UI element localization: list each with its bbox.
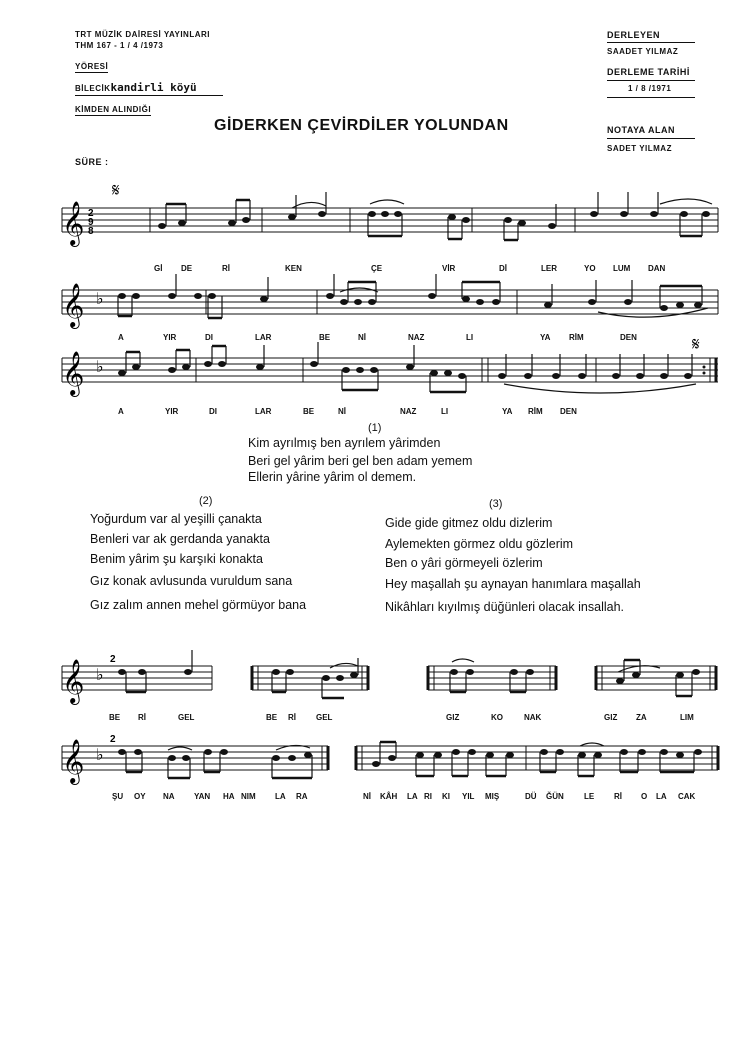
date-value: 1 / 8 /1971 (628, 84, 672, 93)
verse-3-line: Gide gide gitmez oldu dizlerim (385, 516, 553, 530)
lyric: VİR (442, 264, 456, 273)
verse-2-line: Yoğurdum var al yeşilli çanakta (90, 512, 262, 526)
verse-2-number: (2) (199, 495, 213, 507)
lyric: LE (584, 792, 595, 801)
lyric: GEL (316, 713, 333, 722)
verse-3-number: (3) (489, 498, 503, 510)
staff-4 (0, 648, 750, 708)
lyric: Nİ (363, 792, 371, 801)
lyric: Dİ (499, 264, 507, 273)
lyric: RİM (569, 333, 584, 342)
divider (75, 95, 223, 96)
lyric: NA (163, 792, 175, 801)
lyric: KÂH (380, 792, 398, 801)
treble-clef-icon: 𝄞 (62, 283, 85, 327)
catalog-number: THM 167 - 1 / 4 /1973 (75, 41, 164, 50)
lyric: DI (209, 407, 217, 416)
lyric: Nİ (358, 333, 366, 342)
lyric: RI (424, 792, 432, 801)
verse-2-line: Benleri var ak gerdanda yanakta (90, 532, 270, 546)
region-line (75, 78, 197, 96)
lyric: LA (656, 792, 667, 801)
lyric: ĞÜN (546, 792, 564, 801)
lyric: A (118, 333, 124, 342)
lyric: DI (205, 333, 213, 342)
lyric: NAZ (408, 333, 425, 342)
lyric: LIM (680, 713, 694, 722)
publisher: TRT MÜZİK DAİRESİ YAYINLARI (75, 30, 210, 39)
lyric: LAR (255, 333, 272, 342)
lyric: RA (296, 792, 308, 801)
divider (607, 138, 695, 139)
notation-label: NOTAYA ALAN (607, 125, 676, 135)
flat-icon: ♭ (96, 289, 104, 308)
verse-1-line: Ellerin yârine yârim ol demem. (248, 470, 417, 484)
lyric: LUM (613, 264, 631, 273)
lyric: YA (540, 333, 551, 342)
time-signature-mid: 9 (88, 217, 94, 228)
lyric: NIM (241, 792, 256, 801)
verse-3-line: Nikâhları kıyılmış düğünleri olacak insallah. (385, 600, 624, 614)
lyric: DEN (560, 407, 577, 416)
lyric: Rİ (138, 713, 146, 722)
verse-1-number: (1) (368, 422, 382, 434)
lyric: A (118, 407, 124, 416)
lyric: Gİ (154, 264, 163, 273)
lyric: KI (442, 792, 450, 801)
staff-2 (0, 272, 750, 332)
lyric: NAK (524, 713, 542, 722)
lyric: ÇE (371, 264, 383, 273)
notation-value: SADET YILMAZ (607, 144, 672, 153)
lyric: YIR (165, 407, 179, 416)
region-handwritten: kandirli köyü (110, 81, 197, 94)
lyric: KEN (285, 264, 302, 273)
verse-2-line: Gız konak avlusunda vuruldum sana (90, 574, 293, 588)
staff-1 (0, 180, 750, 250)
lyric: GIZ (446, 713, 460, 722)
song-title: GİDERKEN ÇEVİRDİLER YOLUNDAN (214, 117, 509, 134)
lyric: LER (541, 264, 557, 273)
lyric: LA (275, 792, 286, 801)
lyric: YIR (163, 333, 177, 342)
lyric: YAN (194, 792, 211, 801)
verse-1-line: Kim ayrılmış ben ayrılem yârimden (248, 436, 441, 450)
lyric: KO (491, 713, 503, 722)
source-label: KİMDEN ALINDIĞI (75, 105, 152, 114)
region-value: BİLECİK (75, 84, 111, 93)
tempo-label: SÜRE : (75, 157, 109, 167)
lyric: O (641, 792, 648, 801)
divider (607, 97, 695, 98)
lyric: OY (134, 792, 146, 801)
lyric: LI (441, 407, 449, 416)
time-signature-top: 2 (88, 208, 94, 219)
lyric: ŞU (112, 792, 124, 801)
staff-5 (0, 728, 750, 788)
lyric: DÜ (525, 792, 537, 801)
lyric: CAK (678, 792, 696, 801)
verse-2-line: Benim yârim şu karşıki konakta (90, 552, 263, 566)
lyric: RİM (528, 407, 543, 416)
time-signature-top: 2 (110, 734, 116, 745)
treble-clef-icon: 𝄞 (62, 201, 85, 245)
lyric: BE (319, 333, 331, 342)
segno-icon: 𝄋 (112, 180, 120, 201)
time-signature-bottom: 8 (88, 226, 94, 237)
lyric: Nİ (338, 407, 346, 416)
lyric: ZA (636, 713, 647, 722)
verse-3-line: Aylemekten görmez oldu gözlerim (385, 537, 574, 551)
verse-1-line: Beri gel yârim beri gel ben adam yemem (248, 454, 473, 468)
lyric: DEN (620, 333, 637, 342)
lyric: Rİ (288, 713, 296, 722)
lyric: MIŞ (485, 792, 500, 801)
segno-icon: 𝄋 (692, 334, 700, 355)
lyric: GEL (178, 713, 195, 722)
divider (607, 42, 695, 43)
flat-icon: ♭ (96, 357, 104, 376)
lyric: BE (303, 407, 315, 416)
compiler-value: SAADET YILMAZ (607, 47, 679, 56)
lyric: GIZ (604, 713, 618, 722)
verse-3-line: Ben o yâri görmeyeli özlerim (385, 556, 543, 570)
lyric: NAZ (400, 407, 417, 416)
divider (607, 80, 695, 81)
lyric: HA (223, 792, 235, 801)
lyric: LI (466, 333, 474, 342)
verse-2-line: Gız zalım annen mehel görmüyor bana (90, 598, 307, 612)
compiler-label: DERLEYEN (607, 30, 661, 40)
lyric: Rİ (222, 264, 230, 273)
treble-clef-icon: 𝄞 (62, 659, 85, 703)
lyric: LAR (255, 407, 272, 416)
flat-icon: ♭ (96, 665, 104, 684)
region-label: YÖRESİ (75, 62, 109, 71)
lyric: YIL (462, 792, 475, 801)
time-signature-top: 2 (110, 654, 116, 665)
date-label: DERLEME TARİHİ (607, 67, 690, 77)
lyric: YA (502, 407, 513, 416)
verse-3-line: Hey maşallah şu aynayan hanımlara maşallah (385, 577, 641, 591)
lyric: DE (181, 264, 193, 273)
treble-clef-icon: 𝄞 (62, 351, 85, 395)
lyric: LA (407, 792, 418, 801)
lyric: DAN (648, 264, 666, 273)
lyric: BE (266, 713, 278, 722)
lyric: Rİ (614, 792, 622, 801)
treble-clef-icon: 𝄞 (62, 739, 85, 783)
lyric: BE (109, 713, 121, 722)
lyric: YO (584, 264, 596, 273)
flat-icon: ♭ (96, 745, 104, 764)
